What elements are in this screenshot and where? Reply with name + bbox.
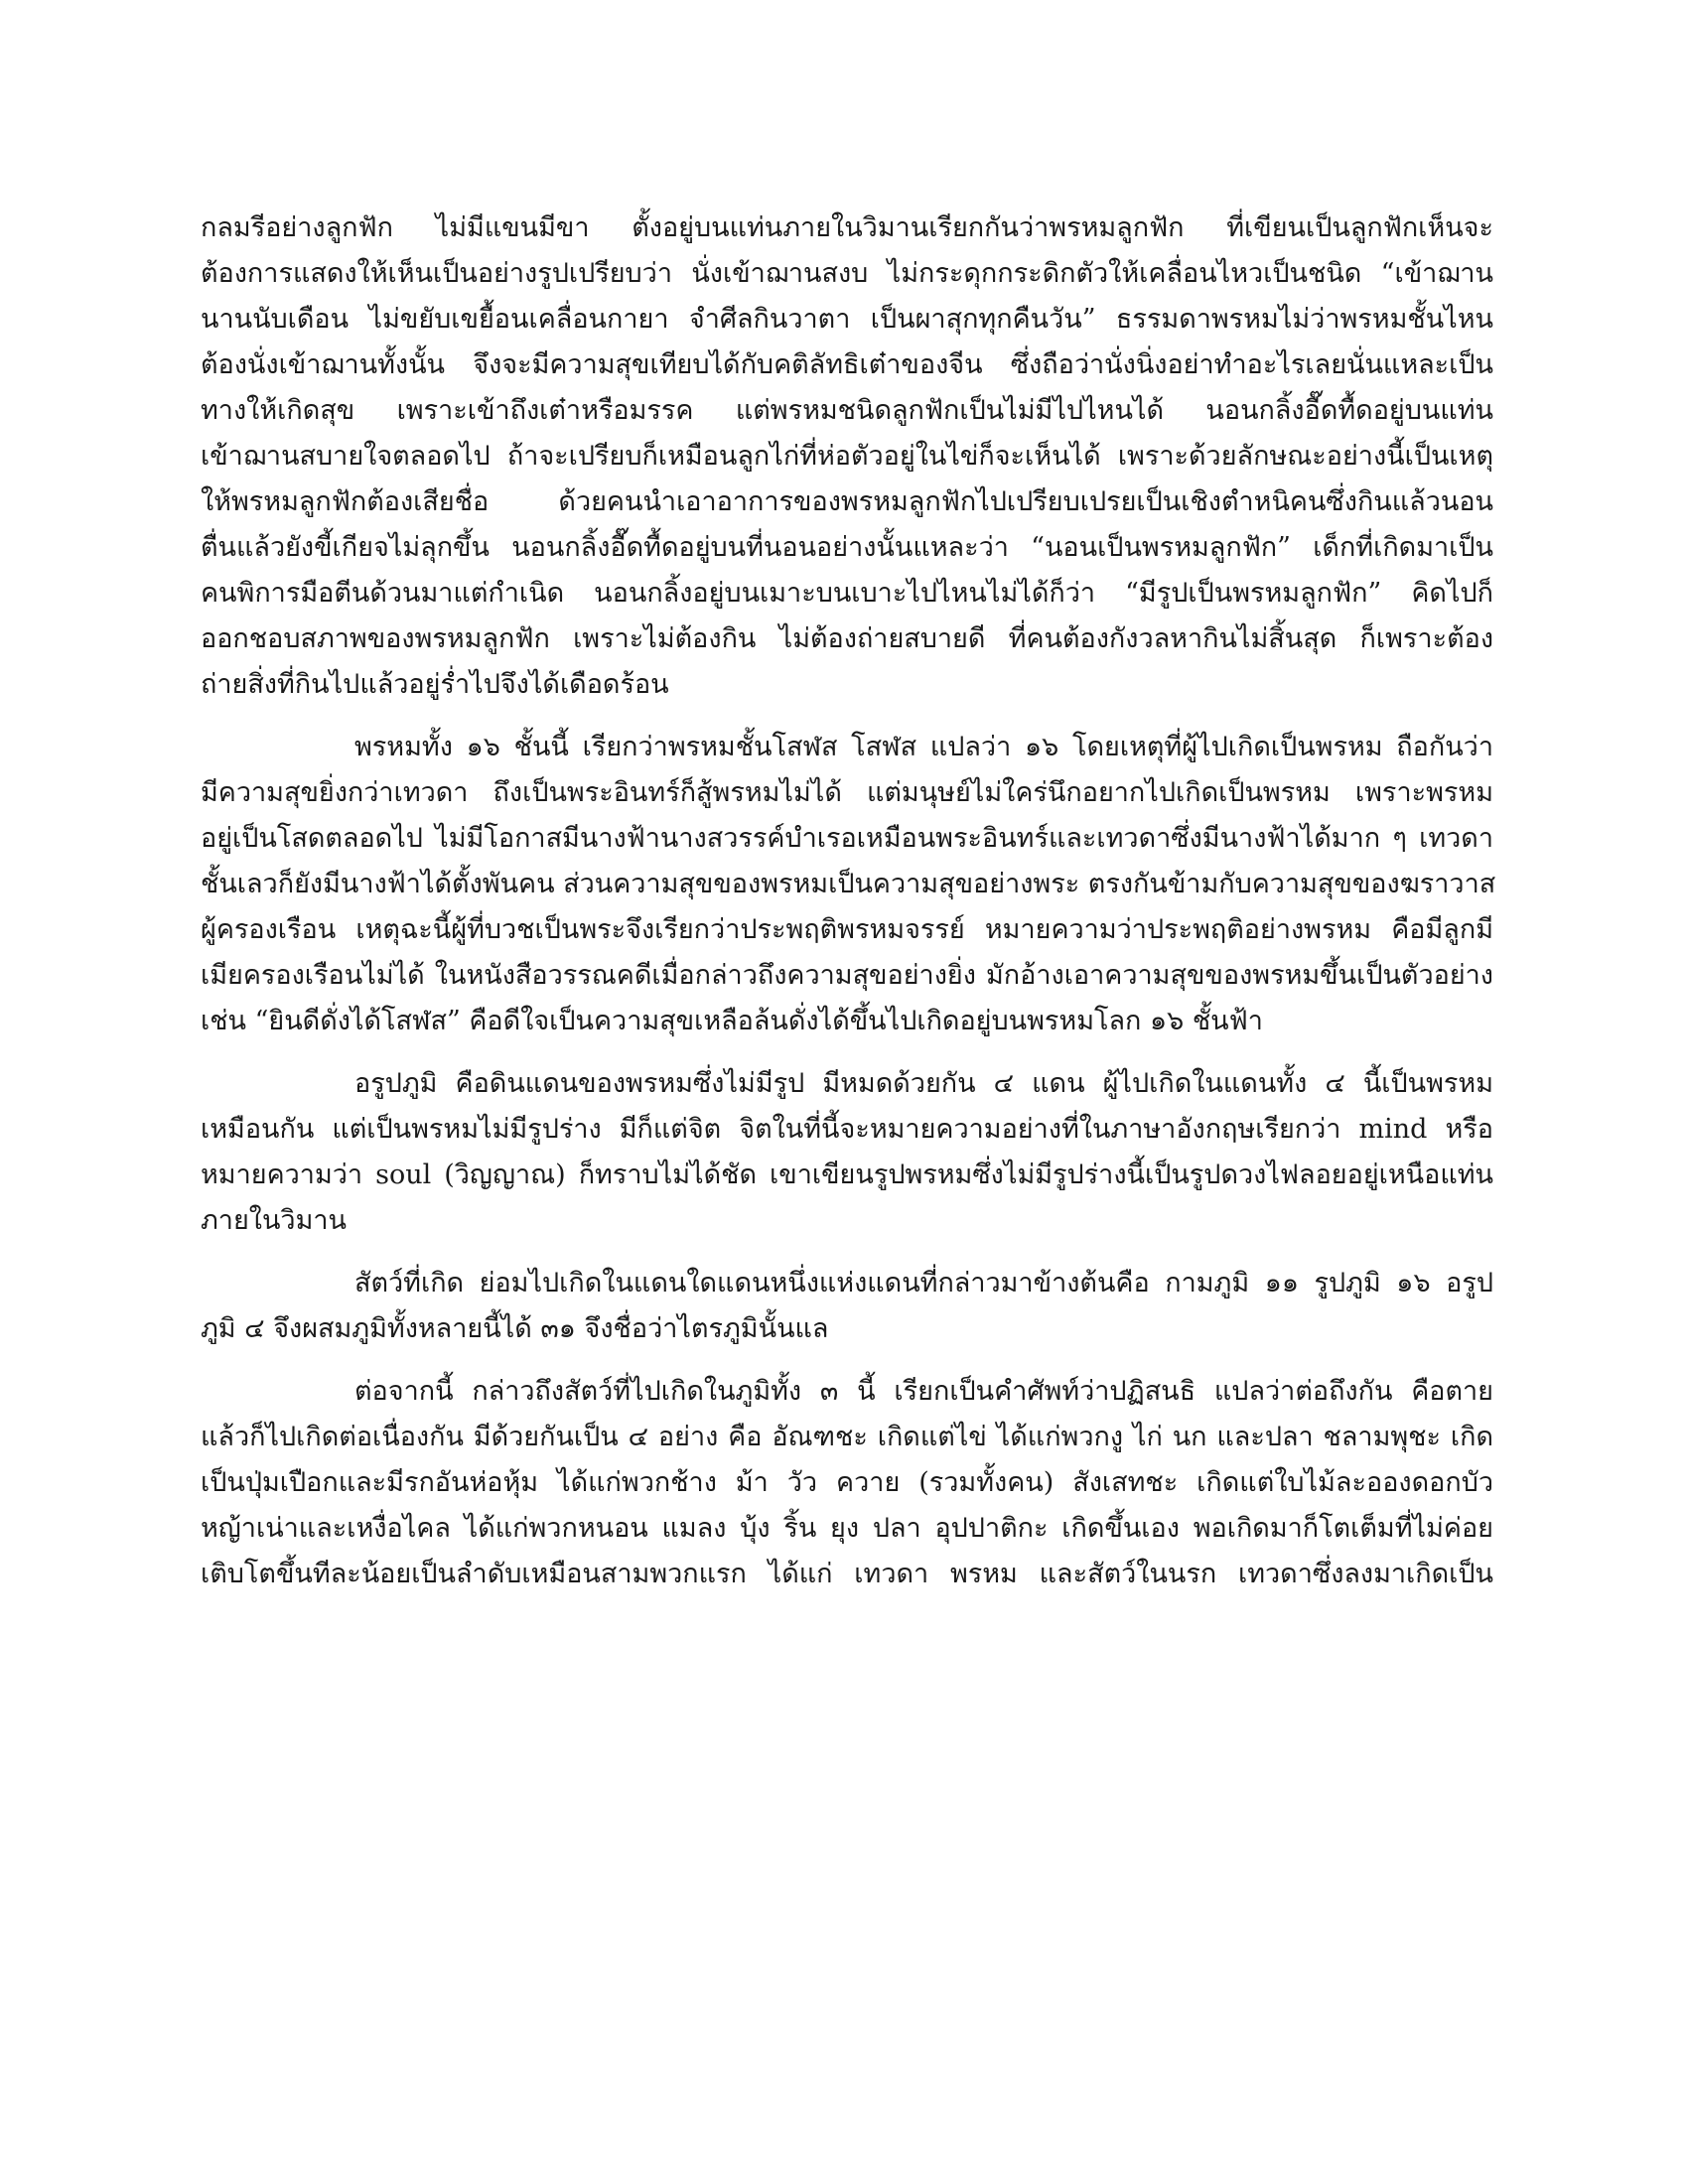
paragraph-5-line-5: เติบโตขึ้นทีละน้อยเป็นลำดับเหมือนสามพวกแรก ได้แก่ เทวดา พรหม และสัตว์ในนรก เทวดาซึ่งลงมาเกิดเป็น (201, 1559, 1493, 1589)
paragraph-2-line-3: อยู่เป็นโสดตลอดไป ไม่มีโอกาสมีนางฟ้านางสวรรค์บำเรอเหมือนพระอินทร์และเทวดาซึ่งมีนางฟ้าได้มาก ๆ เทวดา (201, 823, 1493, 854)
paragraph-1-line-9: คนพิการมือตีนด้วนมาแต่กำเนิด นอนกลิ้งอยู่บนเมาะบนเบาะไปไหนไม่ได้ก็ว่า “มีรูปเป็นพรหมลูกฟัก” คิดไปก็ (201, 578, 1493, 609)
paragraph-2-line-6: เมียครองเรือนไม่ได้ ในหนังสือวรรณคดีเมื่อกล่าวถึงความสุขอย่างยิ่ง มักอ้างเอาความสุขของพรหมขึ้นเป็นตัวอย่าง (201, 960, 1493, 991)
paragraph-2-line-4: ชั้นเลวก็ยังมีนางฟ้าได้ตั้งพันคน ส่วนความสุขของพรหมเป็นความสุขอย่างพระ ตรงกันข้ามกับความสุขของฆราวาส (201, 869, 1496, 899)
paragraph-3-line-2: เหมือนกัน แต่เป็นพรหมไม่มีรูปร่าง มีก็แต่จิต จิตในที่นี้จะหมายความอย่างที่ในภาษาอังกฤษเรียกว่า mind หรือ (201, 1114, 1493, 1145)
paragraph-1-line-3: นานนับเดือน ไม่ขยับเขยื้อนเคลื่อนกายา จำศีลกินวาตา เป็นผาสุกทุกคืนวัน” ธรรมดาพรหมไม่ว่าพรหมชั้นไหน (201, 304, 1493, 335)
paragraph-1-line-6: เข้าฌานสบายใจตลอดไป ถ้าจะเปรียบก็เหมือนลูกไก่ที่ห่อตัวอยู่ในไข่ก็จะเห็นได้ เพราะด้วยลักษณะอย่างนี้เป็นเหตุ (201, 441, 1493, 472)
paragraph-5-line-4: หญ้าเน่าและเหงื่อไคล ได้แก่พวกหนอน แมลง บุ้ง ริ้น ยุง ปลา อุปปาติกะ เกิดขึ้นเอง พอเกิดมาก็โตเต็มที่ไม่ค่อย (201, 1513, 1493, 1544)
paragraph-1-line-4: ต้องนั่งเข้าฌานทั้งนั้น จึงจะมีความสุขเทียบได้กับคติลัทธิเต๋าของจีน ซึ่งถือว่านั่งนิ่งอย่าทำอะไรเลยนั่นแหละเป็น (201, 349, 1493, 380)
paragraph-3-line-4: ภายในวิมาน (201, 1205, 347, 1236)
paragraph-2-line-7: เช่น “ยินดีดั่งได้โสฬส” คือดีใจเป็นความสุขเหลือล้นดั่งได้ขึ้นไปเกิดอยู่บนพรหมโลก ๑๖ ชั้นฟ้า (201, 1006, 1263, 1036)
paragraph-2-line-1: พรหมทั้ง ๑๖ ชั้นนี้ เรียกว่าพรหมชั้นโสฬส โสฬส แปลว่า ๑๖ โดยเหตุที่ผู้ไปเกิดเป็นพรหม ถือกันว่า (354, 732, 1493, 762)
paragraph-1-line-5: ทางให้เกิดสุข เพราะเข้าถึงเต๋าหรือมรรค แต่พรหมชนิดลูกฟักเป็นไม่มีไปไหนได้ นอนกลิ้งอื๊ดทื้ดอยู่บนแท่น (201, 395, 1493, 426)
paragraph-1-line-7: ให้พรหมลูกฟักต้องเสียชื่อ ด้วยคนนำเอาอาการของพรหมลูกฟักไปเปรียบเปรยเป็นเชิงตำหนิคนซึ่งกินแล้วนอน (201, 486, 1493, 517)
paragraph-2-line-5: ผู้ครองเรือน เหตุฉะนี้ผู้ที่บวชเป็นพระจึงเรียกว่าประพฤติพรหมจรรย์ หมายความว่าประพฤติอย่างพรหม คือมีลูกมี (201, 914, 1493, 945)
paragraph-5-line-3: เป็นปุ่มเปือกและมีรกอันห่อหุ้ม ได้แก่พวกช้าง ม้า วัว ควาย (รวมทั้งคน) สังเสทชะ เกิดแต่ใบไม้ละอองดอกบัว (201, 1467, 1493, 1498)
paragraph-1-line-1: กลมรีอย่างลูกฟัก ไม่มีแขนมีขา ตั้งอยู่บนแท่นภายในวิมานเรียกกันว่าพรหมลูกฟัก ที่เขียนเป็นลูกฟักเห็นจะ (201, 212, 1493, 243)
paragraph-1-line-2: ต้องการแสดงให้เห็นเป็นอย่างรูปเปรียบว่า นั่งเข้าฌานสงบ ไม่กระดุกกระดิกตัวให้เคลื่อนไหวเป็นชนิด “เข้าฌาน (201, 258, 1493, 289)
paragraph-4-line-1: สัตว์ที่เกิด ย่อมไปเกิดในแดนใดแดนหนึ่งแห่งแดนที่กล่าวมาข้างต้นคือ กามภูมิ ๑๑ รูปภูมิ ๑๖ อรูป (354, 1268, 1493, 1298)
paragraph-3-line-1: อรูปภูมิ คือดินแดนของพรหมซึ่งไม่มีรูป มีหมดด้วยกัน ๔ แดน ผู้ไปเกิดในแดนทั้ง ๔ นี้เป็นพรหม (354, 1068, 1493, 1099)
paragraph-2-line-2: มีความสุขยิ่งกว่าเทวดา ถึงเป็นพระอินทร์ก็สู้พรหมไม่ได้ แต่มนุษย์ไม่ใคร่นึกอยากไปเกิดเป็นพรหม เพราะพรหม (201, 777, 1493, 808)
paragraph-1-line-10: ออกชอบสภาพของพรหมลูกฟัก เพราะไม่ต้องกิน ไม่ต้องถ่ายสบายดี ที่คนต้องกังวลหากินไม่สิ้นสุด ก็เพราะต้อง (201, 623, 1493, 654)
paragraph-5-line-1: ต่อจากนี้ กล่าวถึงสัตว์ที่ไปเกิดในภูมิทั้ง ๓ นี้ เรียกเป็นคำศัพท์ว่าปฏิสนธิ แปลว่าต่อถึงกัน คือตาย (354, 1376, 1493, 1407)
paragraph-4-line-2: ภูมิ ๔ จึงผสมภูมิทั้งหลายนี้ได้ ๓๑ จึงชื่อว่าไตรภูมินั้นแล (201, 1313, 829, 1344)
paragraph-3-line-3: หมายความว่า soul (วิญญาณ) ก็ทราบไม่ได้ชัด เขาเขียนรูปพรหมซึ่งไม่มีรูปร่างนี้เป็นรูปดวงไฟลอยอยู่เหนือแท่น (201, 1160, 1493, 1190)
paragraph-1-line-11: ถ่ายสิ่งที่กินไปแล้วอยู่ร่ำไปจึงได้เดือดร้อน (201, 669, 669, 700)
paragraph-5-line-2: แล้วก็ไปเกิดต่อเนื่องกัน มีด้วยกันเป็น ๔ อย่าง คือ อัณฑชะ เกิดแต่ไข่ ได้แก่พวกงู ไก่ นก และปลา ชลามพุชะ เกิด (201, 1422, 1493, 1452)
paragraph-1-line-8: ตื่นแล้วยังขี้เกียจไม่ลุกขึ้น นอนกลิ้งอื๊ดทื้ดอยู่บนที่นอนอย่างนั้นแหละว่า “นอนเป็นพรหมลูกฟัก” เด็กที่เกิดมาเป็น (201, 532, 1493, 563)
